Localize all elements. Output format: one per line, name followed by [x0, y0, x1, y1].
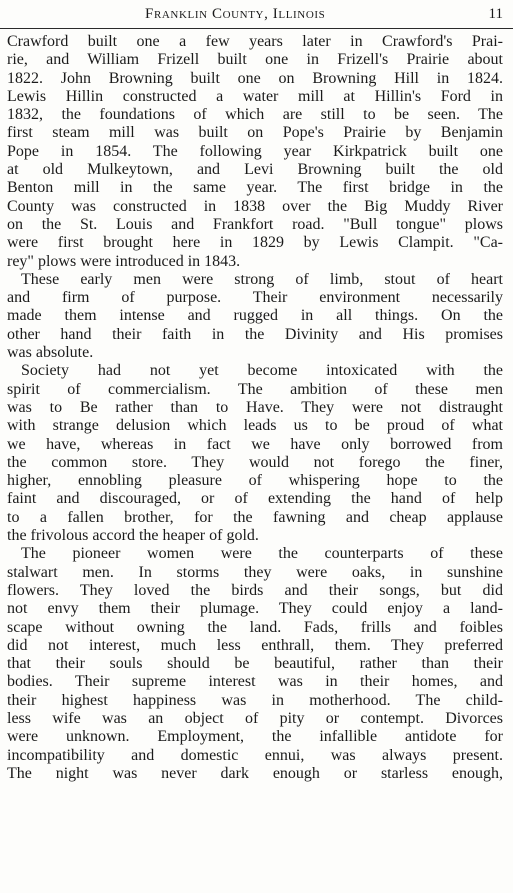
text-line: scape without owning the land. Fads, frills and foibles	[7, 618, 503, 636]
text-line: made them intense and rugged in all things. On the	[7, 307, 503, 325]
text-line: incompatibility and domestic ennui, was always present.	[7, 746, 503, 764]
text-line: the common store. They would not forego the finer,	[7, 453, 503, 471]
text-line: stalwart men. In storms they were oaks, in sunshine	[7, 563, 503, 581]
text-line: was absolute.	[7, 344, 94, 362]
text-line: first steam mill was built on Pope's Prairie by Benjamin	[7, 124, 503, 142]
page-number: 11	[488, 6, 503, 22]
text-line: Lewis Hillin constructed a water mill at Hillin's Ford in	[7, 87, 503, 105]
text-line: the frivolous accord the heaper of gold.	[7, 527, 259, 545]
text-line: rey" plows were introduced in 1843.	[7, 252, 241, 270]
text-line: did not interest, much less enthrall, them. They preferred	[7, 636, 503, 654]
text-line: other hand their faith in the Divinity and His promises	[7, 325, 503, 343]
running-title: Franklin County, Illinois	[145, 6, 326, 22]
text-line: that their souls should be beautiful, rather than their	[7, 655, 503, 673]
header-rule	[0, 28, 513, 29]
paragraph-first-line: Society had not yet become intoxicated with the	[21, 362, 503, 380]
text-line: were unknown. Employment, the infallible antidote for	[7, 728, 503, 746]
text-line: The night was never dark enough or starless enough,	[7, 764, 503, 782]
text-line: less wife was an object of pity or contempt. Divorces	[7, 709, 503, 727]
text-line: Crawford built one a few years later in Crawford's Prai-	[7, 33, 503, 50]
paragraph-first-line: The pioneer women were the counterparts of these	[21, 545, 503, 563]
text-line: we have, whereas in fact we have only borrowed from	[7, 435, 503, 453]
text-line: to a fallen brother, for the fawning and cheap applause	[7, 508, 503, 526]
paragraph-first-line: These early men were strong of limb, stout of heart	[21, 270, 503, 288]
text-line: 1832, the foundations of which are still to be seen. The	[7, 106, 503, 124]
text-line: their highest happiness was in motherhood. The child-	[7, 691, 503, 709]
text-line: Pope in 1854. The following year Kirkpatrick built one	[7, 142, 503, 160]
text-line: with strange delusion which leads us to be proud of what	[7, 417, 503, 435]
text-line: was to Be rather than to Have. They were not distraught	[7, 398, 503, 416]
text-line: 1822. John Browning built one on Browning Hill in 1824.	[7, 69, 503, 87]
text-line: Benton mill in the same year. The first bridge in the	[7, 179, 503, 197]
text-line: County was constructed in 1838 over the Big Muddy River	[7, 197, 503, 215]
text-line: higher, ennobling pleasure of whispering hope to the	[7, 472, 503, 490]
body-text	[7, 33, 503, 783]
text-line: were first brought here in 1829 by Lewis Clampit. "Ca-	[7, 234, 503, 252]
text-line: spirit of commercialism. The ambition of these men	[7, 380, 503, 398]
text-line: at old Mulkeytown, and Levi Browning built the old	[7, 161, 503, 179]
text-line: on the St. Louis and Frankfort road. "Bull tongue" plows	[7, 215, 503, 233]
text-line: faint and discouraged, or of extending the hand of help	[7, 490, 503, 508]
text-line: and firm of purpose. Their environment necessarily	[7, 289, 503, 307]
text-line: rie, and William Frizell built one in Frizell's Prairie about	[7, 51, 503, 69]
text-line: bodies. Their supreme interest was in their homes, and	[7, 673, 503, 691]
running-head	[0, 6, 513, 30]
text-line: not envy them their plumage. They could enjoy a land-	[7, 600, 503, 618]
text-line: flowers. They loved the birds and their songs, but did	[7, 581, 503, 599]
